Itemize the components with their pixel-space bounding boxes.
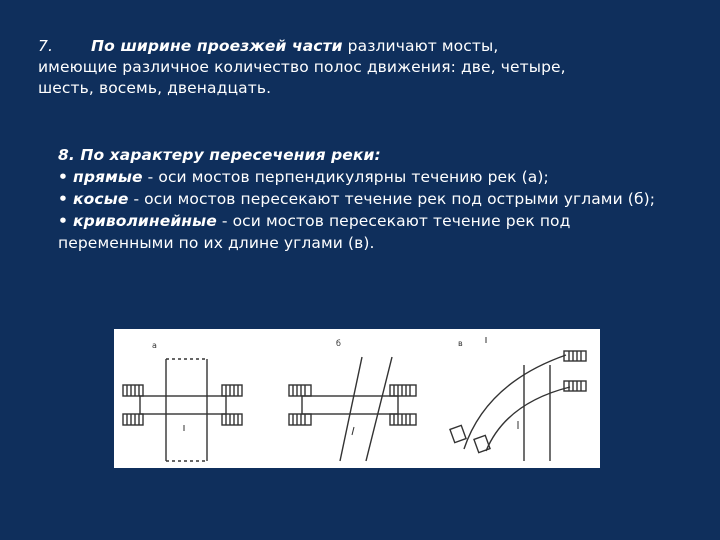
label-a: а	[152, 341, 157, 350]
diagram-curved	[450, 337, 586, 461]
item-7-number: 7.	[38, 37, 53, 55]
diagram-oblique	[289, 339, 416, 461]
bullet-marker: •	[58, 212, 69, 230]
bullet-oblique	[58, 188, 678, 210]
bullet-marker: •	[58, 168, 69, 186]
bullet-straight	[58, 166, 678, 188]
diagram-straight	[123, 341, 242, 461]
item-7-line3: шесть, восемь, двенадцать.	[38, 79, 272, 97]
label-b: б	[336, 339, 341, 348]
bullet-term-curved: криволинейные	[73, 212, 217, 230]
label-v: в	[458, 339, 463, 348]
bridge-diagrams-figure	[114, 329, 600, 468]
item-8-heading: 8. По характеру пересечения реки:	[58, 146, 381, 164]
item-7-emphasis: По ширине проезжей части	[91, 37, 343, 55]
item-7-line1: различают мосты,	[342, 37, 499, 55]
bullet-term-oblique: косые	[73, 190, 129, 208]
paragraph-item-8	[58, 144, 678, 254]
bullet-text-curved: - оси мостов пересекают течение рек под переменными по их длине углами (в).	[58, 212, 571, 252]
item-7-line2: имеющие различное количество полос движения: две, четыре,	[38, 58, 566, 76]
bullet-marker: •	[58, 190, 69, 208]
bridge-diagrams-svg	[114, 329, 600, 468]
bullet-curved	[58, 210, 678, 254]
bullet-text-oblique: - оси мостов пересекают течение рек под острыми углами (б);	[128, 190, 656, 208]
bullet-term-straight: прямые	[73, 168, 143, 186]
paragraph-item-7	[38, 36, 678, 99]
bullet-text-straight: - оси мостов перпендикулярны течению рек (а);	[142, 168, 549, 186]
